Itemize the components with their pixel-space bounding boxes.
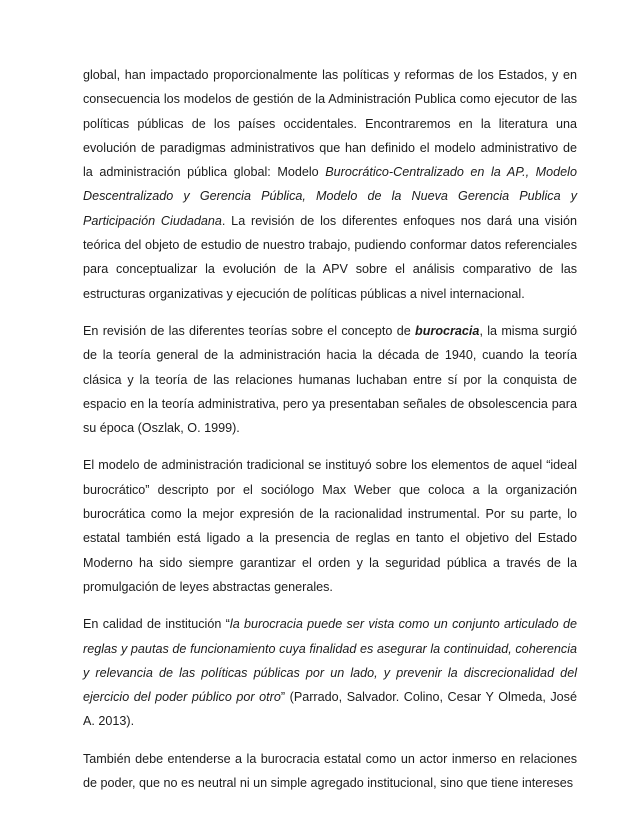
paragraph-1-text-a: global, han impactado proporcionalmente las políticas y reformas de los Estados, y en consecuencia los modelos de gestión de la Administración Publica como ejecutor de las políticas públicas de los países occidentales. Encontraremos en la literatura una evolución de paradigmas administrativos que han definido el modelo administrativo de la administración pública global: Modelo <box>83 68 577 180</box>
paragraph-3 <box>83 453 577 599</box>
paragraph-4-citation: ” (Parrado, Salvador. Colino, Cesar Y Olmeda, José A. 2013). <box>83 690 577 729</box>
paragraph-2 <box>83 319 577 440</box>
paragraph-1-text-b: . La revisión de los diferentes enfoques nos dará una visión teórica del objeto de estudio de nuestro trabajo, pudiendo conformar datos referenciales para conceptualizar la evolución de la APV sobre el análisis comparativo de las estructuras organizativas y ejecución de políticas públicas a nivel internacional. <box>83 213 577 301</box>
paragraph-1 <box>83 63 577 306</box>
paragraph-4-quote: la burocracia puede ser vista como un conjunto articulado de reglas y pautas de funcionamiento cuya finalidad es asegurar la continuidad, coherencia y relevancia de las políticas públicas por un lado, y prevenir la discrecionalidad del ejercicio del poder público por otro <box>83 617 577 705</box>
paragraph-1-italic-models: Burocrático-Centralizado en la AP., Modelo Descentralizado y Gerencia Pública, Modelo de la Nueva Gerencia Publica y Participación Ciudadana <box>83 165 577 228</box>
paragraph-3-text: El modelo de administración tradicional se instituyó sobre los elementos de aquel “ideal burocrático” descripto por el sociólogo Max Weber que coloca a la organización burocrática como la mejor expresión de la racionalidad instrumental. Por su parte, lo estatal también está ligado a la presencia de reglas en tanto el objetivo del Estado Moderno ha sido siempre garantizar el orden y la seguridad pública a través de la promulgación de leyes abstractas generales. <box>83 458 577 594</box>
paragraph-4 <box>83 612 577 733</box>
paragraph-5 <box>83 747 577 796</box>
paragraph-2-text-a: En revisión de las diferentes teorías sobre el concepto de <box>83 323 416 338</box>
paragraph-5-text: También debe entenderse a la burocracia estatal como un actor inmerso en relaciones de poder, que no es neutral ni un simple agregado institucional, sino que tiene intereses <box>83 751 577 791</box>
paragraph-4-text-a: En calidad de institución “ <box>83 617 230 632</box>
paragraph-2-text-b: , la misma surgió de la teoría general de la administración hacia la década de 1940, cuando la teoría clásica y la teoría de las relaciones humanas luchaban entre sí por la conquista de espacio en la teoría administrativa, pero ya presentaban señales de obsolescencia para su época (Oszlak, O. 1999). <box>83 323 577 436</box>
paragraph-2-term-burocracia: burocracia <box>415 323 480 338</box>
